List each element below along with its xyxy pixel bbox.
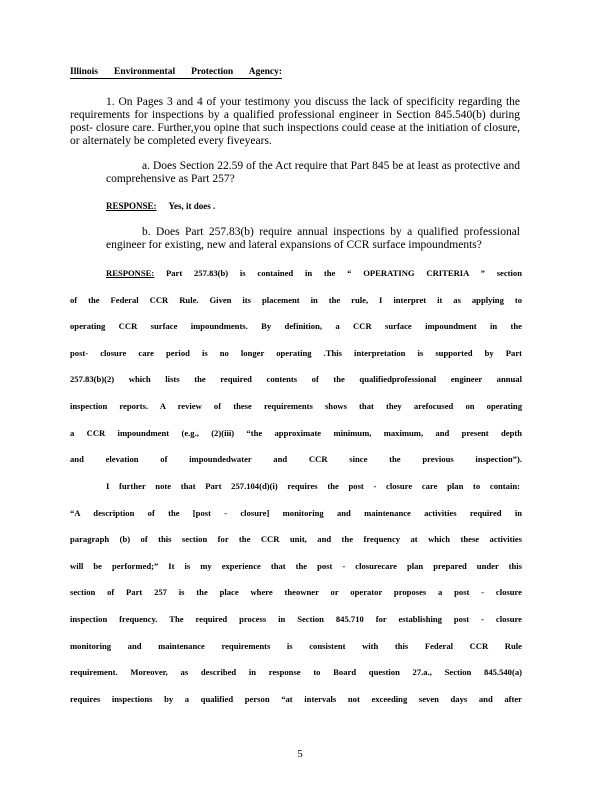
question-1b: b. Does Part 257.83(b) require annual inspections by a qualified professional engineer for existing, new and lateral expansions of CCR surface impoundments?: [106, 226, 520, 251]
response-label: RESPONSE:: [106, 268, 155, 278]
response-b-line: will be performed;” It is my experience that the post - closurecare plan prepared under this: [70, 561, 522, 571]
response-b-line: post- closure care period is no longer operating .This interpretation is supported by Part: [70, 348, 522, 358]
response-text: Yes, it does .: [168, 201, 216, 211]
response-b-line: inspection frequency. The required process in Section 845.710 for establishing post - closure: [70, 614, 522, 624]
response-b-line: I further note that Part 257.104(d)(i) requires the post - closure care plan to contain:: [106, 481, 520, 491]
response-b-line: section of Part 257 is the place where theowner or operator proposes a post - closure: [70, 587, 522, 597]
response-a: [106, 200, 215, 212]
response-b-line: 257.83(b)(2) which lists the required contents of the qualifiedprofessional engineer annual: [70, 374, 522, 384]
response-b-line: [106, 266, 522, 280]
response-b-line: paragraph (b) of this section for the CCR unit, and the frequency at which these activities: [70, 534, 522, 544]
response-b-line: and elevation of impoundedwater and CCR since the previous inspection”).: [70, 454, 522, 464]
page-number: 5: [297, 748, 303, 760]
response-b-line: operating CCR surface impoundments. By definition, a CCR surface impoundment in the: [70, 321, 522, 331]
response-label: RESPONSE:: [106, 201, 157, 211]
response-b-line: requirement. Moreover, as described in response to Board question 27.a., Section 845.540(a): [70, 667, 522, 677]
response-b-line: monitoring and maintenance requirements is consistent with this Federal CCR Rule: [70, 641, 522, 651]
question-1a: a. Does Section 22.59 of the Act require that Part 845 be at least as protective and comprehensive as Part 257?: [106, 160, 520, 185]
question-1: 1. On Pages 3 and 4 of your testimony you discuss the lack of specificity regarding the requirements for inspections by a qualified professional engineer in Section 845.540(b) during post- closure care. Further,you opine that such inspections could cease at the initiation of closure, or alternately be completed every fiveyears.: [70, 96, 520, 147]
response-b-line: inspection reports. A review of these requirements shows that they arefocused on operating: [70, 401, 522, 411]
response-b-line: of the Federal CCR Rule. Given its placement in the rule, I interpret it as applying to: [70, 295, 522, 305]
response-b-line: requires inspections by a qualified person “at intervals not exceeding seven days and after: [70, 694, 522, 704]
response-b-line: “A description of the [post - closure] monitoring and maintenance activities required in: [70, 508, 522, 518]
response-text: Part 257.83(b) is contained in the “ OPERATING CRITERIA ” section: [166, 268, 523, 278]
response-b-line: a CCR impoundment (e.g., (2)(iii) “the approximate minimum, maximum, and present depth: [70, 428, 522, 438]
agency-heading: Illinois Environmental Protection Agency:: [70, 67, 282, 77]
